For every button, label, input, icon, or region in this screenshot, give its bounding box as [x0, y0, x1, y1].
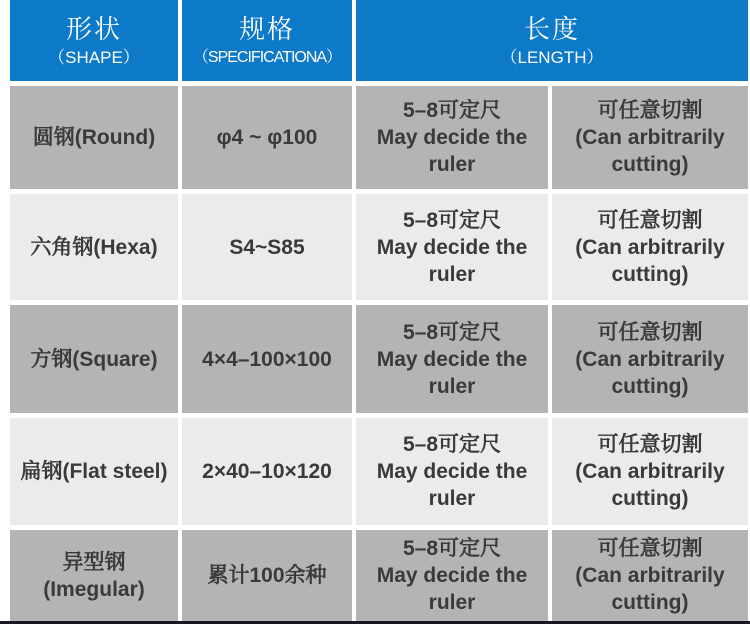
header-length-zh: 长度 — [523, 13, 580, 44]
header-shape — [10, 0, 178, 81]
spec-value: 4×4–100×100 — [202, 347, 332, 371]
fixed-length-zh: 5–8可定尺 — [402, 208, 502, 232]
spec-cell-round — [182, 86, 352, 189]
cut-cell-square — [552, 305, 748, 413]
cut-cell-irregular — [552, 530, 748, 621]
fixed-length-cell-round — [356, 86, 548, 189]
fixed-length-en-line1: May decide the — [376, 347, 528, 371]
shape-cell-round — [10, 86, 178, 189]
fixed-length-zh: 5–8可定尺 — [402, 537, 502, 560]
fixed-length-en-line1: May decide the — [376, 235, 528, 259]
fixed-length-cell-square — [356, 305, 548, 413]
cut-en-line1: (Can arbitrarily — [575, 126, 725, 149]
cut-en-line2: cutting) — [611, 591, 689, 614]
spec-value: φ4 ~ φ100 — [216, 126, 318, 149]
cut-en-line2: cutting) — [611, 153, 689, 176]
table-grid — [10, 0, 748, 621]
cut-en-line2: cutting) — [611, 487, 689, 510]
fixed-length-en-line2: ruler — [428, 591, 476, 614]
shape-label: 六角钢(Hexa) — [30, 235, 158, 259]
cut-cell-flat — [552, 418, 748, 525]
spec-value: 累计100余种 — [207, 564, 327, 587]
shape-cell-irregular — [10, 530, 178, 621]
fixed-length-en-line2: ruler — [428, 262, 476, 286]
fixed-length-en-line1: May decide the — [376, 564, 528, 587]
cut-en-line2: cutting) — [611, 374, 689, 398]
header-specification — [182, 0, 352, 81]
cut-zh: 可任意切割 — [597, 208, 703, 232]
spec-cell-irregular — [182, 530, 352, 621]
fixed-length-zh: 5–8可定尺 — [402, 320, 502, 344]
cut-zh: 可任意切割 — [597, 99, 703, 122]
shape-label: 异型钢 — [62, 550, 126, 574]
header-length — [356, 0, 748, 81]
header-specification-en: （SPECIFICATIONA） — [192, 48, 342, 66]
fixed-length-en-line2: ruler — [428, 153, 476, 176]
fixed-length-cell-irregular — [356, 530, 548, 621]
header-specification-zh: 规格 — [238, 13, 295, 44]
header-length-en: （LENGTH） — [500, 47, 604, 67]
spec-value: S4~S85 — [229, 235, 305, 259]
cut-en-line1: (Can arbitrarily — [575, 460, 725, 483]
fixed-length-en-line2: ruler — [428, 487, 476, 510]
fixed-length-en-line2: ruler — [428, 374, 476, 398]
fixed-length-zh: 5–8可定尺 — [402, 433, 502, 456]
cut-en-line2: cutting) — [611, 262, 689, 286]
shape-cell-flat — [10, 418, 178, 525]
cut-en-line1: (Can arbitrarily — [575, 347, 725, 371]
shape-label-sub: (Imegular) — [43, 577, 145, 601]
shape-label: 方钢(Square) — [30, 347, 158, 371]
cut-zh: 可任意切割 — [597, 537, 703, 560]
cut-zh: 可任意切割 — [597, 320, 703, 344]
shape-label: 扁钢(Flat steel) — [20, 460, 168, 483]
shape-cell-hexa — [10, 194, 178, 300]
fixed-length-cell-flat — [356, 418, 548, 525]
spec-value: 2×40–10×120 — [202, 460, 332, 483]
fixed-length-zh: 5–8可定尺 — [402, 99, 502, 122]
cut-cell-hexa — [552, 194, 748, 300]
cut-zh: 可任意切割 — [597, 433, 703, 456]
fixed-length-en-line1: May decide the — [376, 460, 528, 483]
cut-en-line1: (Can arbitrarily — [575, 564, 725, 587]
shape-label: 圆钢(Round) — [32, 126, 156, 149]
header-shape-zh: 形状 — [65, 13, 122, 44]
spec-cell-square — [182, 305, 352, 413]
header-shape-en: （SHAPE） — [48, 47, 140, 67]
shape-cell-square — [10, 305, 178, 413]
spec-cell-hexa — [182, 194, 352, 300]
fixed-length-cell-hexa — [356, 194, 548, 300]
cut-en-line1: (Can arbitrarily — [575, 235, 725, 259]
fixed-length-en-line1: May decide the — [376, 126, 528, 149]
cut-cell-round — [552, 86, 748, 189]
spec-cell-flat — [182, 418, 352, 525]
